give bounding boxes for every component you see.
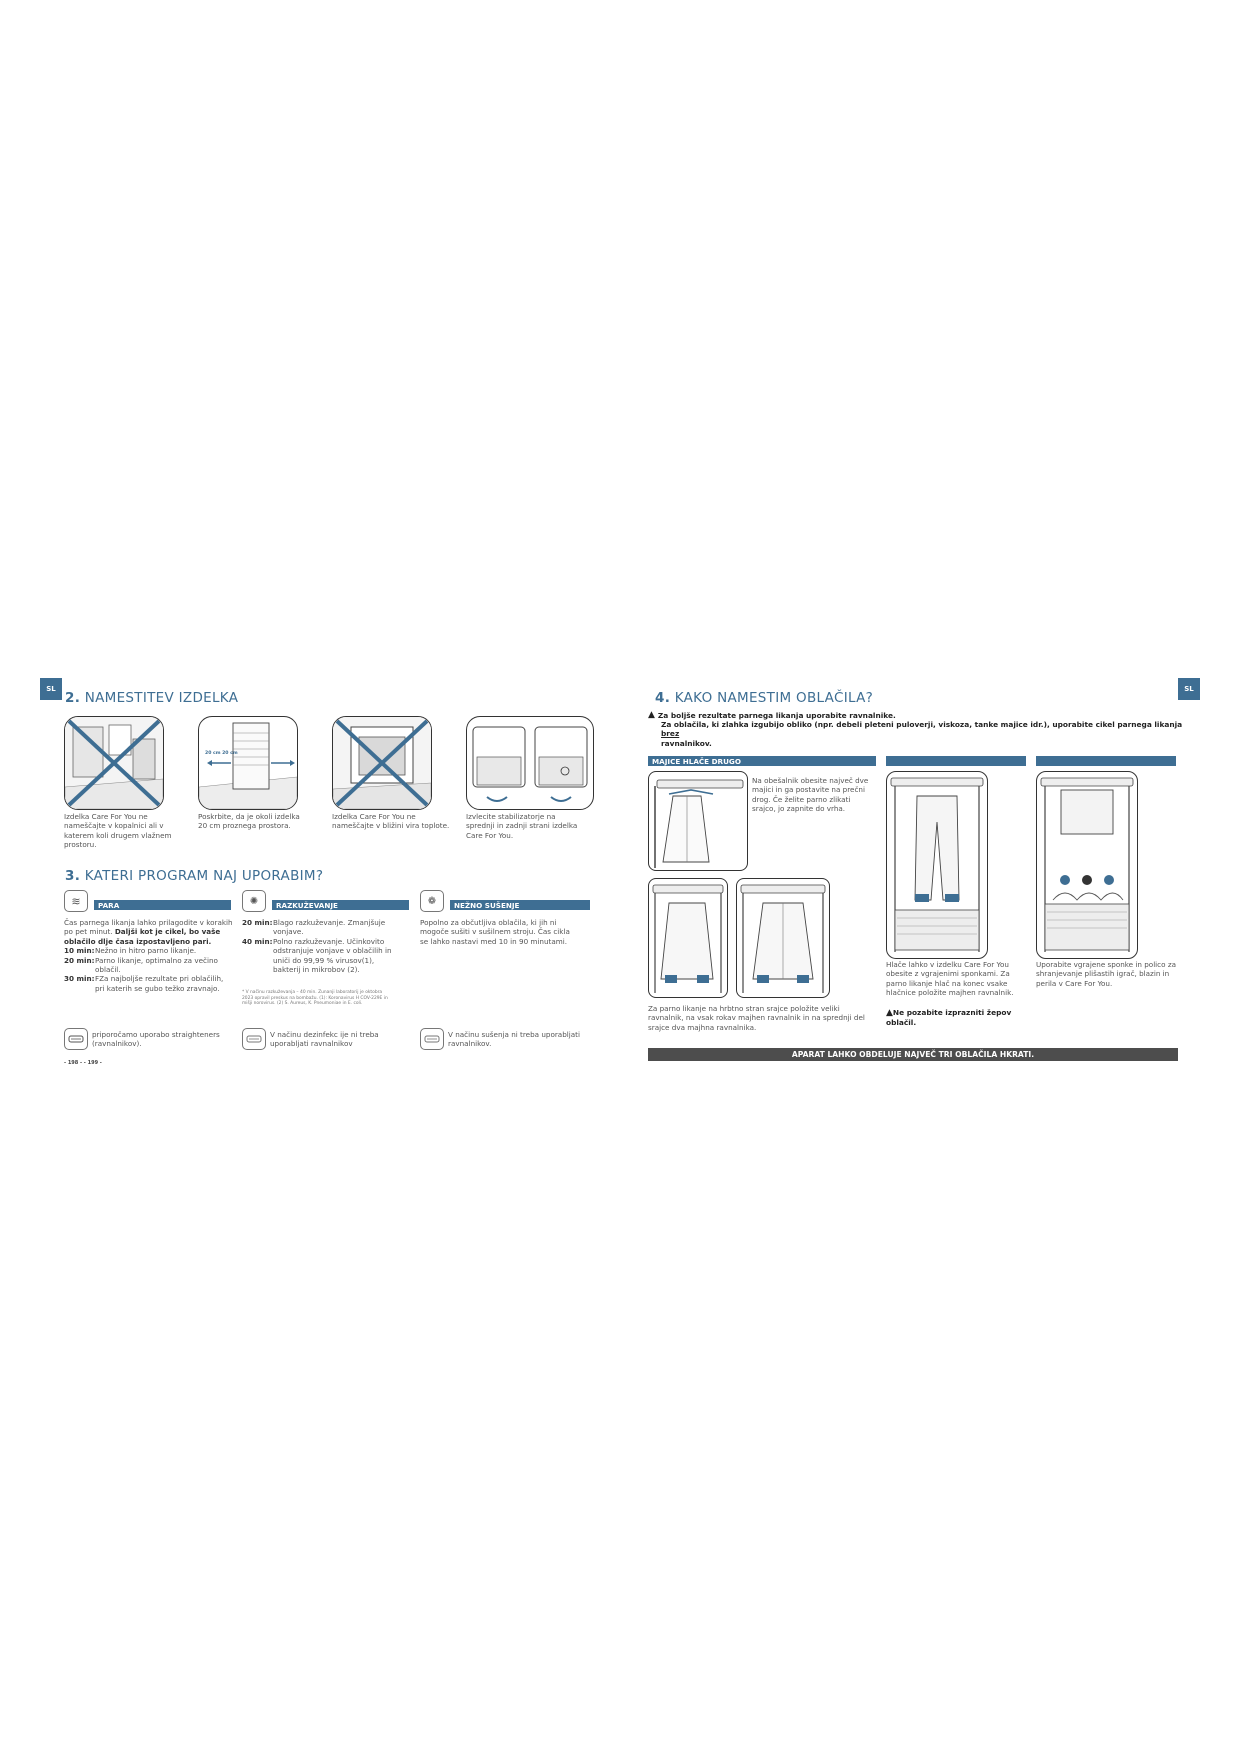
install-caption-1: Izdelka Care For You ne nameščajte v kopalnici ali v katerem koli drugem vlažnem prostoru. <box>64 812 172 850</box>
clearance-label: 20 cm 20 cm <box>205 751 238 756</box>
column-header-trousers <box>886 756 1026 766</box>
sanitize-icon: ✺ <box>249 895 259 907</box>
illustration-trousers <box>886 771 988 959</box>
install-caption-3: Izdelka Care For You ne nameščajte v bližini vira toplote. <box>332 812 450 831</box>
program-dry-header: NEŽNO SUŠENJE <box>450 900 590 910</box>
para-row-30: 30 min: FZa najboljše rezultate pri oblačilih, pri katerih se gubo težko zravnajo. <box>64 974 224 993</box>
sanitize-row-20: 20 min: Blago razkuževanje. Zmanjšuje vonjave. <box>242 918 386 937</box>
sanitize-footnote: * V načinu razkuževanja – 40 min. Zunanji laboratorij je oktobra 2023 opravil preskus na bombažu. (1): Koronavirus H COV-229E in mišji norovirus. (2) S. Aureus, K. Pneumoniae in E. coli. <box>242 990 388 1007</box>
column-header-shirts: MAJICE HLAČE DRUGO <box>648 756 876 766</box>
straightener-icon <box>242 1028 266 1050</box>
illustration-stabilizers <box>466 716 594 810</box>
gentle-dry-icon: ❁ <box>427 895 437 907</box>
program-para-header: PARA <box>94 900 231 910</box>
section-2-title: 2. NAMESTITEV IZDELKA <box>65 690 239 706</box>
steam-icon: ≋ <box>71 894 81 908</box>
illustration-heat-source-crossed <box>332 716 432 810</box>
program-para-body: Čas parnega likanja lahko prilagodite v korakih po pet minut. Daljši kot je cikel, bo vaše oblačilo dlje časa izpostavljeno pari. 10 min: Nežno in hitro parno likanje. 20 min: Parno likanje, optimalno za večino oblačil. 30 min: FZa najboljše rezultate pri oblačilih, pri katerih se gubo težko zravnajo. <box>64 918 233 993</box>
language-tab-right: SL <box>1178 678 1200 700</box>
section-4-title: 4. KAKO NAMESTIM OBLAČILA? <box>655 690 874 706</box>
program-dry-icon-box <box>420 890 444 912</box>
trousers-instructions: Hlače lahko v izdelku Care For You obesite z vgrajenimi sponkami. Za parno likanje hlač na konec vsake hlačnice položite majhen ravnalnik. <box>886 960 1014 998</box>
para-row-10: 10 min: Nežno in hitro parno likanje. <box>64 946 197 956</box>
program-sanitize-icon-box <box>242 890 266 912</box>
other-instructions: Uporabite vgrajene sponke in polico za shranjevanje plišastih igrač, blazin in perila v Care For You. <box>1036 960 1176 988</box>
illustration-shirt-straighteners-back <box>648 878 728 998</box>
program-sanitize-header: RAZKUŽEVANJE <box>272 900 409 910</box>
straightener-icon <box>64 1028 88 1050</box>
install-caption-4: Izvlecite stabilizatorje na sprednji in zadnji strani izdelka Care For You. <box>466 812 578 840</box>
illustration-shelf <box>1036 771 1138 959</box>
footer-bar: APARAT LAHKO OBDELUJE NAJVEČ TRI OBLAČILA HKRATI. <box>648 1048 1178 1061</box>
language-tab-left: SL <box>40 678 62 700</box>
pockets-warning: ▲Ne pozabite izprazniti žepov oblačil. <box>886 1008 1012 1028</box>
page-numbers: - 198 - - 199 - <box>64 1060 102 1066</box>
program-dry-body: Popolno za občutljiva oblačila, ki jih ni mogoče sušiti v sušilnem stroju. Čas cikla se lahko nastavi med 10 in 90 minutami. <box>420 918 570 946</box>
para-row-20: 20 min: Parno likanje, optimalno za večino oblačil. <box>64 955 218 975</box>
shirts-instructions-bottom: Za parno likanje na hrbtno stran srajce položite veliki ravnalnik, na vsak rokav majhen ravnalnik in na sprednji del srajce dva majhna ravnalnika. <box>648 1004 865 1032</box>
warning-block: ▲ Za boljše rezultate parnega likanja uporabite ravnalnike. Za oblačila, ki zlahka izgubijo obliko (npr. debeli pleteni puloverji, viskoza, tanke majice idr.), uporabite cikel parnega likanja brez ravnalnikov. <box>648 710 1183 748</box>
program-para-icon-box <box>64 890 88 912</box>
illustration-clearance <box>198 716 298 810</box>
section-3-title: 3. KATERI PROGRAM NAJ UPORABIM? <box>65 868 324 884</box>
sanitize-row-40: 40 min: Polno razkuževanje. Učinkovito odstranjuje vonjave v oblačilih in uniči do 99,99 % virusov(1), bakterij in mikrobov (2). <box>242 936 392 975</box>
install-caption-2: Poskrbite, da je okoli izdelka 20 cm proznega prostora. <box>198 812 300 831</box>
shirts-instructions-top: Na obešalnik obesite največ dve majici in ga postavite na prečni drog. Če želite parno zlikati srajco, jo zapnite do vrha. <box>752 776 869 814</box>
para-note: priporočamo uporabo straighteners (ravnalnikov). <box>92 1030 220 1049</box>
warning-icon: ▲ <box>886 1008 893 1018</box>
program-sanitize-body <box>242 918 397 974</box>
straightener-icon <box>420 1028 444 1050</box>
warning-icon: ▲ <box>648 710 655 720</box>
sanitize-note: V načinu dezinfekc ije ni treba uporabljati ravnalnikov <box>270 1030 379 1049</box>
dry-note: V načinu sušenja ni treba uporabljati ravnalnikov. <box>448 1030 580 1049</box>
illustration-bathroom-crossed <box>64 716 164 810</box>
illustration-shirt-straighteners-front <box>736 878 830 998</box>
illustration-hanger-bar <box>648 771 748 871</box>
column-header-other <box>1036 756 1176 766</box>
